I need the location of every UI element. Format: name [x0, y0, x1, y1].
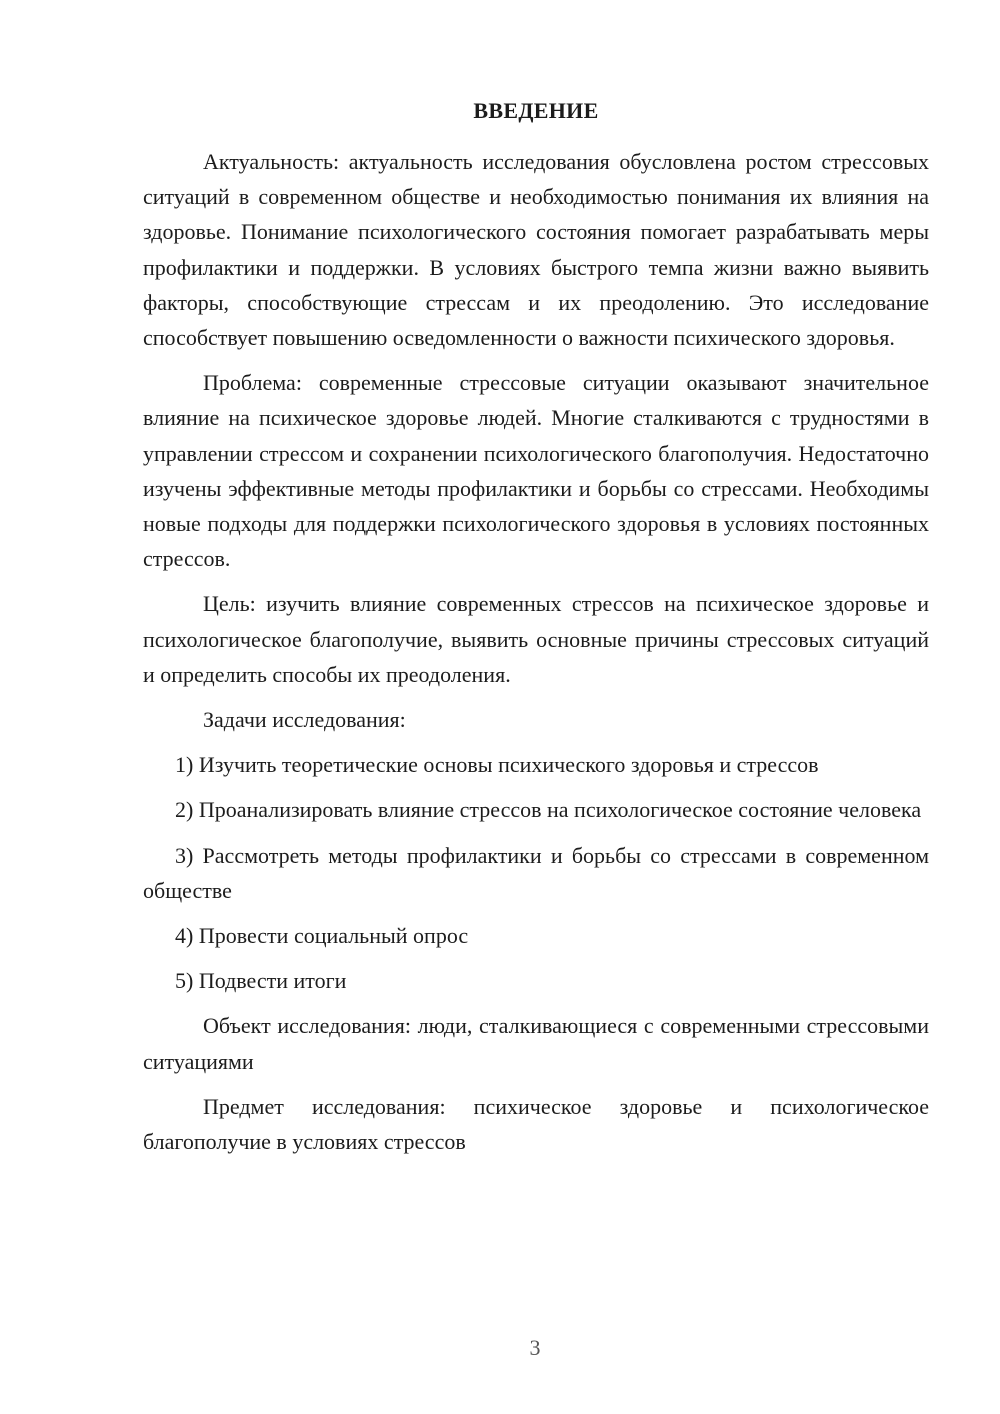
task-item: 5) Подвести итоги: [175, 968, 347, 994]
task-item: 1) Изучить теоретические основы психического здоровья и стрессов: [175, 752, 819, 778]
task-item: 2) Проанализировать влияние стрессов на психологическое состояние человека: [175, 797, 922, 823]
document-page: [143, 96, 929, 1159]
object-paragraph: Объект исследования: люди, сталкивающиеся с современными стрессовыми ситуациями: [143, 1013, 929, 1074]
section-title: ВВЕДЕНИЕ: [473, 98, 599, 123]
tasks-heading: Задачи исследования:: [203, 707, 406, 733]
problem-paragraph: Проблема: современные стрессовые ситуации оказывают значительное влияние на психическое здоровье людей. Многие сталкиваются с трудностями в управлении стрессом и сохранении психологического благополучия. Недостаточно изучены эффективные методы профилактики и борьбы со стрессами. Необходимы новые подходы для поддержки психологического здоровья в условиях постоянных стрессов.: [143, 370, 929, 572]
subject-paragraph: Предмет исследования: психическое здоровье и психологическое благополучие в условиях стрессов: [143, 1093, 929, 1155]
page-number: 3: [529, 1335, 541, 1360]
goal-paragraph: Цель: изучить влияние современных стрессов на психическое здоровье и психологическое благополучие, выявить основные причины стрессовых ситуаций и определить способы их преодоления.: [143, 591, 929, 687]
relevance-paragraph: Актуальность: актуальность исследования обусловлена ростом стрессовых ситуаций в современном обществе и необходимостью понимания их влияния на здоровье. Понимание психологического состояния помогает разрабатывать меры профилактики и поддержки. В условиях быстрого темпа жизни важно выявить факторы, способствующие стрессам и их преодолению. Это исследование способствует повышению осведомленности о важности психического здоровья.: [143, 149, 929, 351]
task-item: 4) Провести социальный опрос: [175, 923, 469, 949]
task-item: 3) Рассмотреть методы профилактики и борьбы со стрессами в современном обществе: [143, 842, 929, 903]
tasks-list: [143, 747, 929, 998]
